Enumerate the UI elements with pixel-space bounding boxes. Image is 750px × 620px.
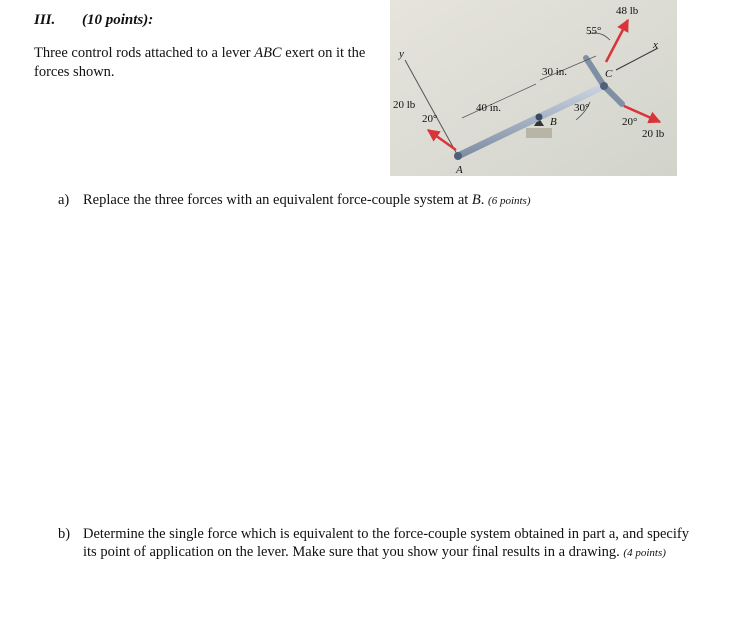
- question-a: [58, 191, 698, 210]
- label-angle-right: 20°: [622, 116, 638, 128]
- lever-figure: [390, 0, 677, 176]
- label-axis-x: x: [653, 39, 658, 51]
- label-point-b: B: [550, 116, 557, 128]
- question-a-label: a): [58, 192, 70, 208]
- label-dim-40: 40 in.: [476, 102, 502, 114]
- label-point-a: A: [456, 164, 463, 176]
- joint-b: [536, 114, 543, 121]
- support-base: [526, 128, 552, 138]
- label-point-c: C: [605, 68, 613, 80]
- question-b: [58, 525, 698, 562]
- problem-heading: [34, 12, 153, 29]
- question-b-text: [83, 525, 698, 562]
- label-force-top: 48 lb: [616, 5, 639, 17]
- question-a-text-pre: Replace the three forces with an equivalent force-couple system at: [83, 192, 472, 208]
- figure-background: [390, 0, 677, 176]
- intro-text-post: exert on it the forces shown.: [34, 45, 366, 80]
- label-angle-top: 55°: [586, 25, 602, 37]
- joint-a: [454, 152, 462, 160]
- question-a-points: (6 points): [488, 195, 531, 207]
- problem-intro: [34, 44, 384, 82]
- intro-text-pre: Three control rods attached to a lever: [34, 45, 255, 61]
- question-b-label: b): [58, 526, 71, 542]
- question-b-body: Determine the single force which is equivalent to the force-couple system obtained in part a, and specify its point of application on the lever. Make sure that you show your final results in a drawing.: [83, 526, 689, 560]
- label-force-right: 20 lb: [642, 128, 665, 140]
- question-a-point: B: [471, 192, 481, 208]
- label-axis-y: y: [399, 48, 404, 60]
- label-force-left: 20 lb: [393, 99, 416, 111]
- problem-number: III.: [34, 12, 56, 28]
- problem-points: (10 points):: [82, 12, 154, 28]
- label-angle-lever: 30°: [574, 102, 590, 114]
- joint-c: [600, 82, 608, 90]
- intro-lever-name: ABC: [254, 45, 282, 61]
- label-dim-30: 30 in.: [542, 66, 568, 78]
- question-a-text-post: .: [480, 192, 489, 208]
- question-a-text: [83, 191, 698, 210]
- question-b-points: (4 points): [623, 547, 666, 559]
- label-angle-left: 20°: [422, 113, 438, 125]
